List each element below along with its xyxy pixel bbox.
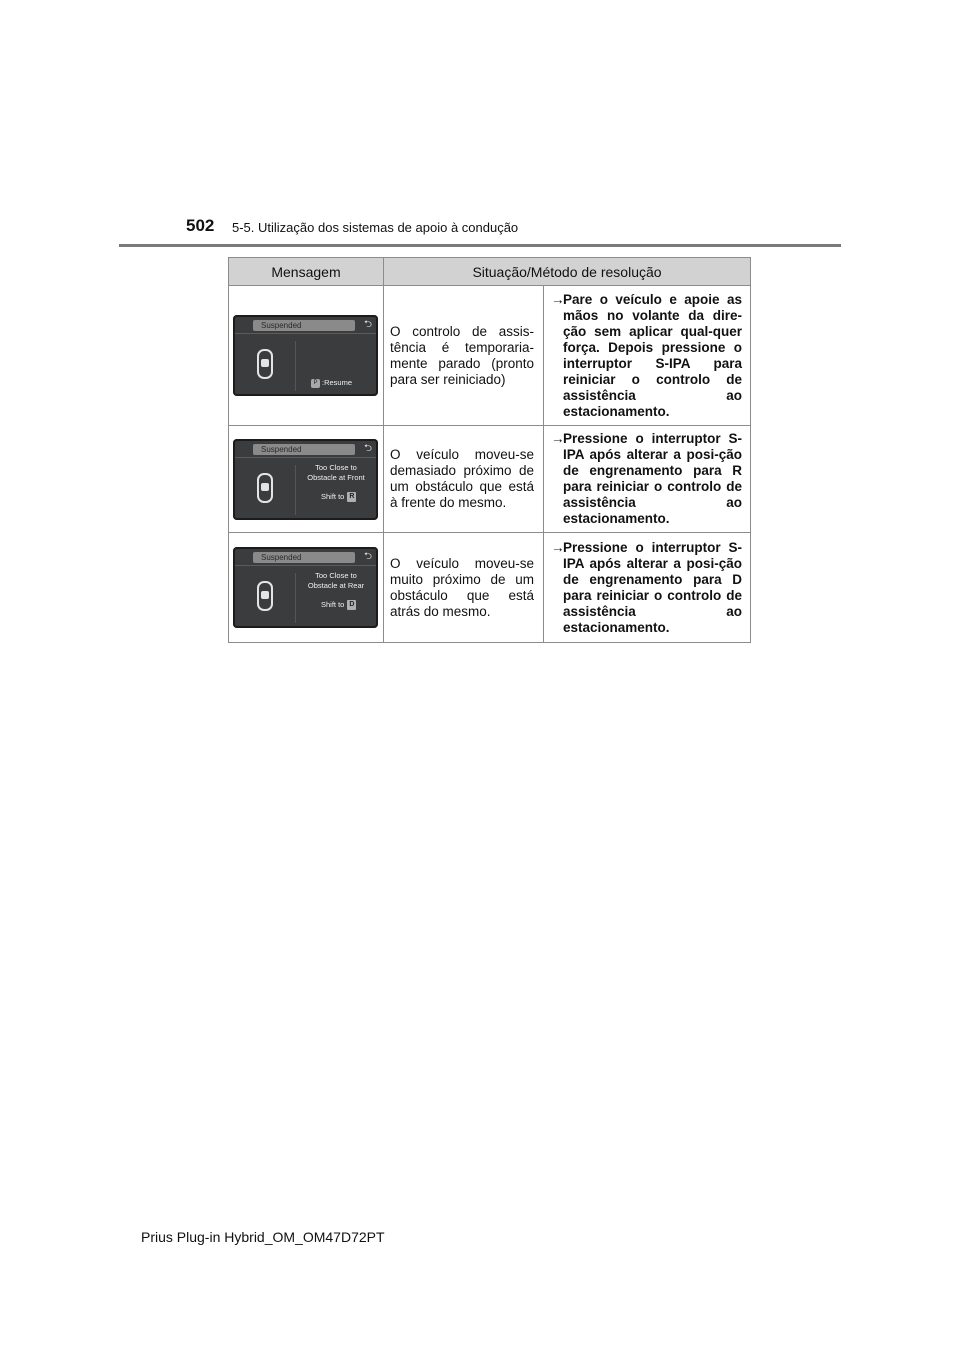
screen-warning-line2: Obstacle at Rear [307,581,365,590]
situation-cell: O veículo moveu-se muito próximo de um obstáculo que está atrás do mesmo. [384,533,544,643]
page-number: 502 [186,216,215,235]
gear-d-icon: D [349,601,355,608]
screen-status-bar: Suspended [253,444,355,455]
screen-warning-line1: Too Close to [315,571,357,580]
screen-vertical-divider [295,573,296,623]
arrow-icon: → [551,431,565,446]
back-arrow-icon: ⮌ [363,551,372,562]
table-row [229,286,751,426]
screen-status-bar: Suspended [253,320,355,331]
table-row [229,426,751,533]
column-header-situation: Situação/Método de resolução [384,258,751,286]
table-header-row [229,258,751,286]
solution-cell [544,286,751,426]
header-rule [119,244,841,247]
table-row [229,533,751,643]
screen-vertical-divider [295,341,296,391]
screen-vertical-divider [295,465,296,515]
screen-divider-line [235,565,376,566]
screen-resume-hint [311,375,352,391]
screen-shift-hint [321,597,356,613]
screen-resume-label: :Resume [322,378,353,387]
display-screen-obstacle-rear [233,547,378,628]
message-screen-cell [229,286,384,426]
screen-status-bar: Suspended [253,552,355,563]
section-title: 5-5. Utilização dos sistemas de apoio à condução [232,220,519,235]
solution-cell [544,426,751,533]
arrow-icon: → [551,291,565,307]
car-icon [257,473,273,503]
message-table [228,257,751,643]
screen-divider-line [235,457,376,458]
screen-warning-line2: Obstacle at Front [307,472,365,482]
display-screen-suspended [233,315,378,396]
screen-shift-label: Shift to [321,491,345,501]
message-screen-cell [229,426,384,533]
display-screen-obstacle-front [233,439,378,520]
situation-cell: O controlo de assis-tência é temporaria-mente parado (pronto para ser reiniciado) [384,286,544,426]
solution-cell [544,533,751,643]
footer-document-id: Prius Plug-in Hybrid_OM_OM47D72PT [141,1229,385,1245]
screen-shift-hint [321,489,356,505]
situation-cell: O veículo moveu-se demasiado próximo de um obstáculo que está à frente do mesmo. [384,426,544,533]
screen-warning-line1: Too Close to [315,462,357,472]
back-arrow-icon: ⮌ [363,442,372,454]
car-icon [257,349,273,379]
arrow-icon: → [551,539,565,555]
solution-text: Pressione o interruptor S-IPA após alterar a posi-ção de engrenamento para R para reiniciar o controlo de assistência ao estacionamento. [563,431,742,526]
car-icon [257,581,273,611]
screen-divider-line [235,333,376,334]
parking-switch-icon: P [311,379,320,388]
solution-text: Pare o veículo e apoie as mãos no volante da dire-ção sem aplicar qual-quer força. Depois pressione o interruptor S-IPA para reiniciar o controlo de assistência ao estacionamento. [563,291,742,419]
column-header-message: Mensagem [229,258,384,286]
message-screen-cell [229,533,384,643]
back-arrow-icon: ⮌ [363,319,372,330]
gear-r-icon: R [349,492,355,500]
solution-text: Pressione o interruptor S-IPA após alterar a posi-ção de engrenamento para D para reiniciar o controlo de assistência ao estacionamento. [563,539,742,635]
screen-shift-label: Shift to [321,600,345,609]
